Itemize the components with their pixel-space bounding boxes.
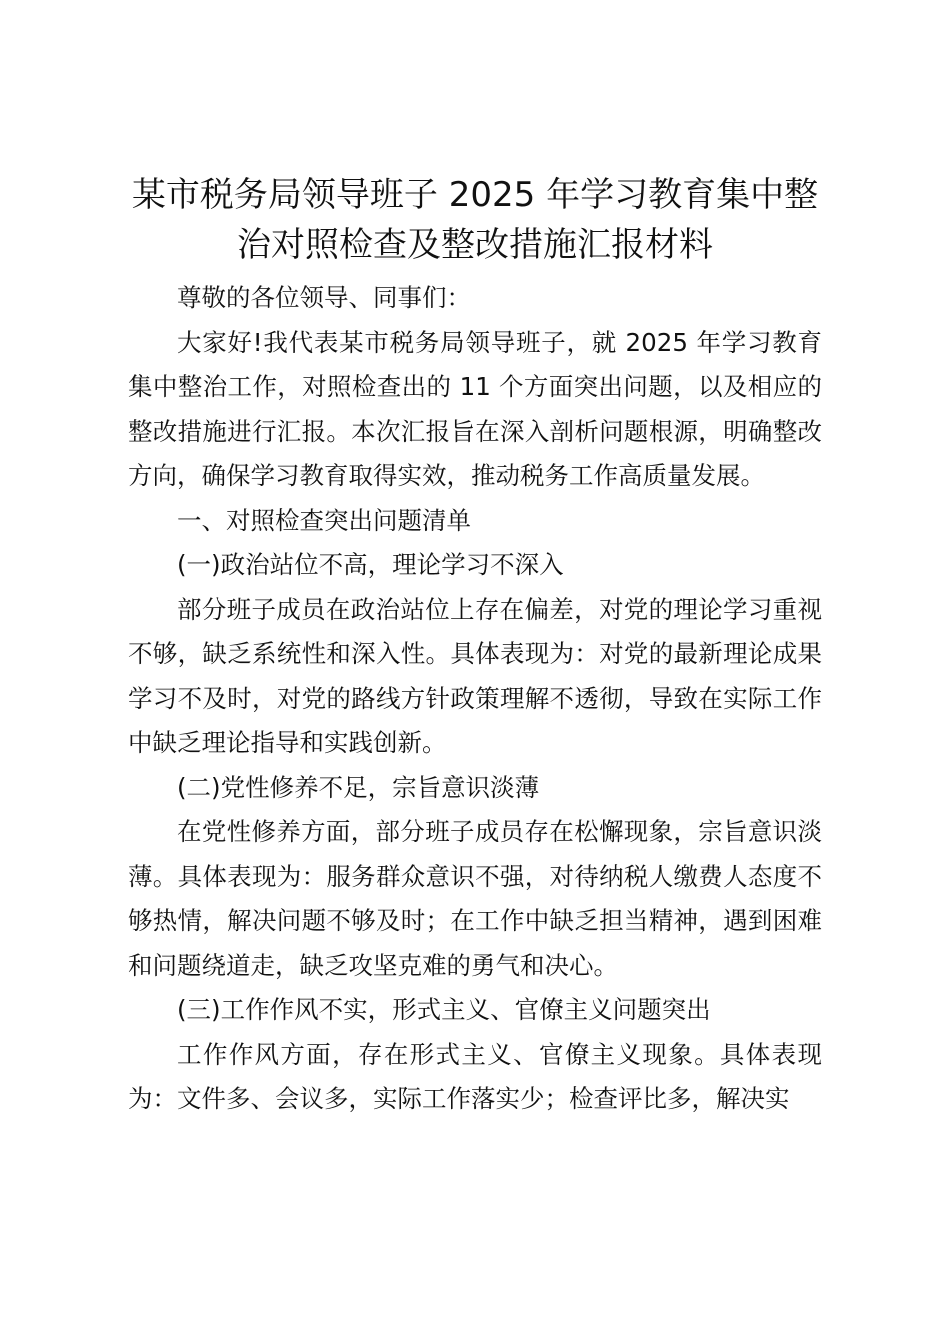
salutation: 尊敬的各位领导、同事们：	[177, 283, 471, 312]
section-heading-1: 一、对照检查突出问题清单	[177, 505, 471, 535]
subsection-heading-2: (二)党性修养不足，宗旨意识淡薄	[177, 772, 540, 802]
document-title	[110, 170, 840, 270]
subsection-heading-3: (三)工作作风不实，形式主义、官僚主义问题突出	[177, 995, 711, 1024]
body-paragraph-1: 部分班子成员在政治站位上存在偏差，对党的理论学习重视不够，缺乏系统性和深入性。具体表现为：对党的最新理论成果学习不及时，对党的路线方针政策理解不透彻，导致在实际工作中缺乏理论指导和实践创新。	[128, 594, 822, 757]
document-body	[128, 276, 822, 1122]
intro-paragraph: 大家好!我代表某市税务局领导班子，就 2025 年学习教育集中整治工作，对照检查出的 11 个方面突出问题，以及相应的整改措施进行汇报。本次汇报旨在深入剖析问题根源，明确整改方向，确保学习教育取得实效，推动税务工作高质量发展。	[128, 327, 822, 490]
subsection-heading-1: (一)政治站位不高，理论学习不深入	[177, 550, 564, 579]
title-line-2: 治对照检查及整改措施汇报材料	[237, 225, 713, 265]
body-paragraph-3: 工作作风方面，存在形式主义、官僚主义现象。具体表现为：文件多、会议多，实际工作落实少；检查评比多，解决实	[128, 1039, 822, 1113]
title-line-1: 某市税务局领导班子 2025 年学习教育集中整	[131, 175, 819, 215]
body-paragraph-2: 在党性修养方面，部分班子成员存在松懈现象，宗旨意识淡薄。具体表现为：服务群众意识不强，对待纳税人缴费人态度不够热情，解决问题不够及时；在工作中缺乏担当精神，遇到困难和问题绕道走，缺乏攻坚克难的勇气和决心。	[128, 817, 822, 980]
